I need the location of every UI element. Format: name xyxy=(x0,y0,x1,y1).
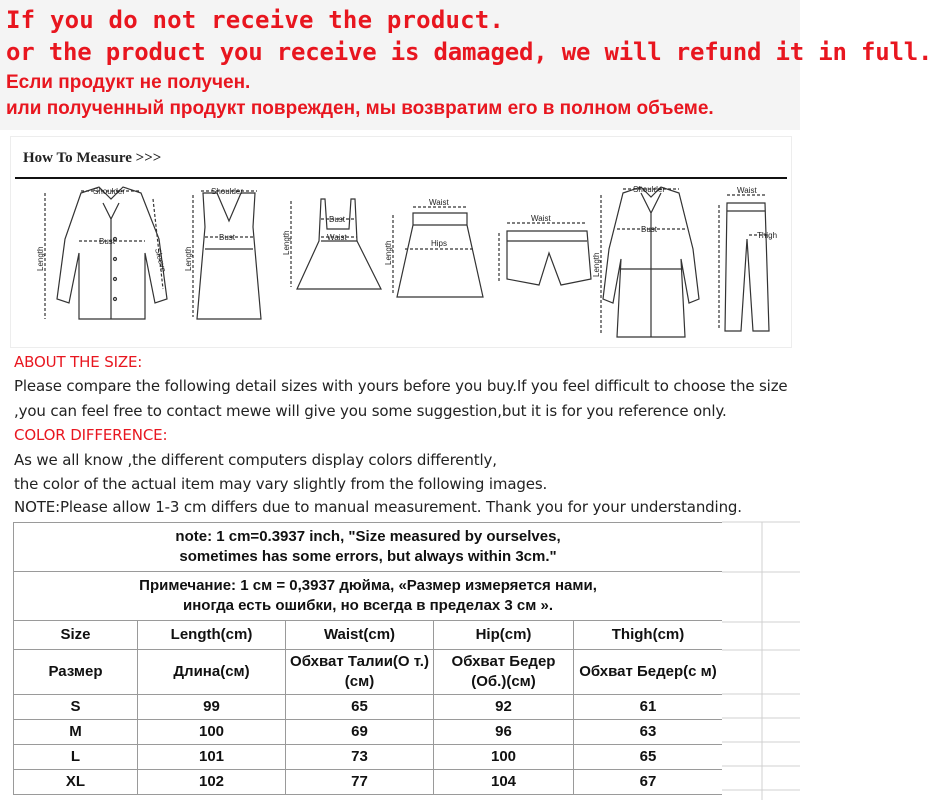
size-cell: XL xyxy=(14,770,138,795)
header-cell-ru: Обхват Бедер(с м) xyxy=(574,650,723,695)
pants-illustration xyxy=(719,186,777,331)
header-cell-ru: Обхват Бедер (Об.)(см) xyxy=(434,650,574,695)
waist-label-1: Waist xyxy=(327,233,347,242)
header-cell: Length(cm) xyxy=(138,621,286,650)
measurement-note: NOTE:Please allow 1-3 cm differs due to manual measurement. Thank you for your understanding. xyxy=(14,498,742,516)
size-chart-table xyxy=(13,522,723,795)
how-to-measure-header xyxy=(15,145,787,175)
waist-label-3: Waist xyxy=(531,214,551,223)
thigh-label: Thigh xyxy=(757,231,778,240)
shoulder-label-3: Shoulder xyxy=(633,185,666,194)
about-size-line-1: Please compare the following detail sizes with yours before you buy.If you feel difficult to choose the size xyxy=(14,377,788,395)
waist-label-2: Waist xyxy=(429,198,449,207)
length-label-5: Length xyxy=(592,252,601,277)
blouse-illustration xyxy=(36,187,168,319)
refund-line-ru-1: Если продукт не получен. xyxy=(6,72,251,93)
coat-illustration xyxy=(592,185,699,337)
garment-measure-illustrations xyxy=(21,179,781,341)
table-row xyxy=(14,720,723,745)
header-cell-ru: Размер xyxy=(14,650,138,695)
length-cell: 101 xyxy=(138,745,286,770)
hip-cell: 92 xyxy=(434,695,574,720)
color-difference-line-1: As we all know ,the different computers display colors differently, xyxy=(14,451,497,469)
header-cell-ru: Длина(см) xyxy=(138,650,286,695)
size-cell: M xyxy=(14,720,138,745)
waist-cell: 73 xyxy=(286,745,434,770)
waist-cell: 77 xyxy=(286,770,434,795)
note-row-en xyxy=(14,523,723,572)
note-ru-line-2: иногда есть ошибки, но всегда в пределах 3 см ». xyxy=(183,597,554,614)
length-label-1: Length xyxy=(36,246,45,271)
note-row-ru xyxy=(14,572,723,621)
shoulder-label-1: Shoulder xyxy=(93,187,126,196)
bust-label-1: Bust xyxy=(99,237,116,246)
color-difference-heading: COLOR DIFFERENCE: xyxy=(14,426,168,444)
waist-label-4: Waist xyxy=(737,186,757,195)
thigh-cell: 63 xyxy=(574,720,723,745)
length-cell: 100 xyxy=(138,720,286,745)
note-en-line-1: note: 1 cm=0.3937 inch, "Size measured by ourselves, xyxy=(175,528,561,545)
waist-cell: 65 xyxy=(286,695,434,720)
bust-label-2: Bust xyxy=(219,233,236,242)
dress-illustration xyxy=(282,199,381,289)
how-to-measure-panel xyxy=(10,136,792,348)
hip-cell: 104 xyxy=(434,770,574,795)
shorts-illustration xyxy=(499,214,591,285)
waist-cell: 69 xyxy=(286,720,434,745)
thigh-cell: 61 xyxy=(574,695,723,720)
table-row xyxy=(14,745,723,770)
note-ru-line-1: Примечание: 1 см = 0,3937 дюйма, «Размер измеряется нами, xyxy=(139,577,597,594)
header-cell: Hip(cm) xyxy=(434,621,574,650)
about-size-line-2: ,you can feel free to contact mewe will give you some suggestion,but it is for you reference only. xyxy=(14,402,727,420)
note-en-line-2: sometimes has some errors, but always within 3cm." xyxy=(179,548,557,565)
length-label-2: Length xyxy=(184,246,193,271)
refund-line-en-2: or the product you receive is damaged, we will refund it in full. xyxy=(6,38,932,66)
note-en-cell xyxy=(14,523,723,572)
header-row-en xyxy=(14,621,723,650)
refund-banner xyxy=(0,0,932,130)
length-cell: 102 xyxy=(138,770,286,795)
note-ru-cell xyxy=(14,572,723,621)
table-row xyxy=(14,695,723,720)
header-row-ru xyxy=(14,650,723,695)
thigh-cell: 67 xyxy=(574,770,723,795)
header-cell-ru: Обхват Талии(О т.)(см) xyxy=(286,650,434,695)
how-to-measure-title: How To Measure >>> xyxy=(23,150,162,166)
header-cell: Size xyxy=(14,621,138,650)
thigh-cell: 65 xyxy=(574,745,723,770)
length-label-3: Length xyxy=(282,230,291,255)
sleeve-label: Sleeve xyxy=(153,247,169,274)
shoulder-label-2: Shoulder xyxy=(211,187,244,196)
color-difference-line-2: the color of the actual item may vary slightly from the following images. xyxy=(14,475,548,493)
header-cell: Thigh(cm) xyxy=(574,621,723,650)
bust-label-3: Bust xyxy=(329,215,346,224)
size-cell: S xyxy=(14,695,138,720)
about-size-heading: ABOUT THE SIZE: xyxy=(14,353,143,371)
hip-cell: 100 xyxy=(434,745,574,770)
refund-line-ru-2: или полученный продукт поврежден, мы возвратим его в полном объеме. xyxy=(6,98,714,119)
hip-cell: 96 xyxy=(434,720,574,745)
decorative-grid xyxy=(722,522,800,800)
hips-label-1: Hips xyxy=(431,239,448,248)
bust-label-4: Bust xyxy=(641,225,658,234)
tank-top-illustration xyxy=(184,187,261,319)
length-cell: 99 xyxy=(138,695,286,720)
size-cell: L xyxy=(14,745,138,770)
skirt-illustration xyxy=(384,198,483,297)
header-cell: Waist(cm) xyxy=(286,621,434,650)
length-label-4: Length xyxy=(384,240,393,265)
refund-line-en-1: If you do not receive the product. xyxy=(6,6,505,34)
table-row xyxy=(14,770,723,795)
